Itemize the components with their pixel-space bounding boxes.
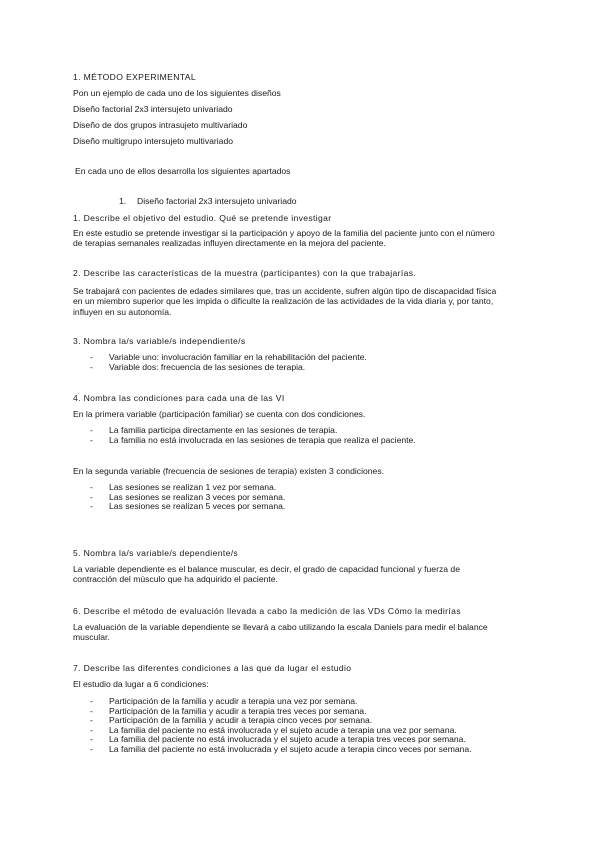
text-line: muscular. xyxy=(73,632,110,643)
condition-list xyxy=(90,425,416,444)
design-item: Diseño factorial 2x3 intersujeto univariado xyxy=(73,104,233,114)
condition-list xyxy=(90,482,285,511)
answer-paragraph xyxy=(73,564,530,585)
variable-intro: En la primera variable (participación familiar) se cuenta con dos condiciones. xyxy=(73,409,366,419)
list-item: - Las sesiones se realizan 1 vez por semana. xyxy=(90,482,277,492)
list-item: - La familia participa directamente en las sesiones de terapia. xyxy=(90,425,338,435)
answer-paragraph xyxy=(73,228,530,249)
text-line: En este estudio se pretende investigar si la participación y apoyo de la familia del paciente junto con el número xyxy=(73,228,495,238)
text-line: La evaluación de la variable dependiente se llevará a cabo utilizando la escala Daniels para medir el balance xyxy=(73,622,488,632)
text-line: en un miembro superior que les impida o dificulte la realización de las actividades de la vida diaria y, por tanto, xyxy=(73,296,494,307)
question-heading: 2. Describe las características de la muestra (participantes) con la que trabajarías. xyxy=(73,268,417,278)
instruction-text: En cada uno de ellos desarrolla los siguientes apartados xyxy=(75,166,291,176)
list-item: - Las sesiones se realizan 3 veces por semana. xyxy=(90,491,286,502)
list-item: - La familia del paciente no está involucrada y el sujeto acude a terapia tres veces por semana. xyxy=(90,734,466,745)
list-item: - La familia del paciente no está involucrada y el sujeto acude a terapia una vez por semana. xyxy=(90,724,457,735)
list-item: - Variable uno: involucración familiar en la rehabilitación del paciente. xyxy=(90,352,367,362)
design-item: Diseño multigrupo intersujeto multivariado xyxy=(73,136,234,146)
question-heading: 5. Nombra la/s variable/s dependiente/s xyxy=(73,548,239,558)
list-item: - La familia del paciente no está involucrada y el sujeto acude a terapia cinco veces por semana. xyxy=(90,743,472,754)
list-item: - Participación de la familia y acudir a terapia cinco veces por semana. xyxy=(90,715,373,726)
design-heading: Diseño factorial 2x3 intersujeto univariado xyxy=(137,196,297,206)
text-line: Se trabajará con pacientes de edades similares que, tras un accidente, sufren algún tipo de discapacidad física xyxy=(73,286,497,296)
list-item: - Variable dos: frecuencia de las sesiones de terapia. xyxy=(90,361,306,372)
section-title: 1. MÉTODO EXPERIMENTAL xyxy=(73,72,196,82)
independent-variables-list xyxy=(90,352,367,371)
question-heading: 6. Describe el método de evaluación llevada a cabo la medición de las VDs Cómo la medirías xyxy=(73,606,461,616)
text-line: influyen en su autonomía. xyxy=(73,306,172,317)
list-item: - Participación de la familia y acudir a terapia una vez por semana. xyxy=(90,696,358,706)
design-item: Diseño de dos grupos intrasujeto multivariado xyxy=(73,120,248,130)
question-heading: 4. Nombra las condiciones para cada una de las VI xyxy=(73,393,285,403)
answer-paragraph xyxy=(73,286,530,317)
list-item: - Participación de la familia y acudir a terapia tres veces por semana. xyxy=(90,705,367,716)
study-conditions-list xyxy=(90,696,472,754)
answer-paragraph xyxy=(73,622,530,643)
conditions-intro: El estudio da lugar a 6 condiciones: xyxy=(73,679,209,689)
list-item: - La familia no está involucrada en las sesiones de terapia que realiza el paciente. xyxy=(90,434,416,445)
intro-prompt: Pon un ejemplo de cada uno de los siguientes diseños xyxy=(73,88,281,98)
list-item: - Las sesiones se realizan 5 veces por semana. xyxy=(90,501,286,512)
text-line: La variable dependiente es el balance muscular, es decir, el grado de capacidad funcional y fuerza de xyxy=(73,564,460,574)
variable-intro: En la segunda variable (frecuencia de sesiones de terapia) existen 3 condiciones. xyxy=(73,466,384,476)
question-heading: 7. Describe las diferentes condiciones a las que da lugar el estudio xyxy=(73,663,352,673)
design-number: 1. xyxy=(119,196,127,206)
text-line: de terapias semanales realizadas influyen directamente en la mejora del paciente. xyxy=(73,238,386,249)
question-heading: 1. Describe el objetivo del estudio. Qué se pretende investigar xyxy=(73,213,332,223)
text-line: contracción del músculo que ha adquirido el paciente. xyxy=(73,574,278,585)
question-heading: 3. Nombra la/s variable/s independiente/s xyxy=(73,336,246,346)
